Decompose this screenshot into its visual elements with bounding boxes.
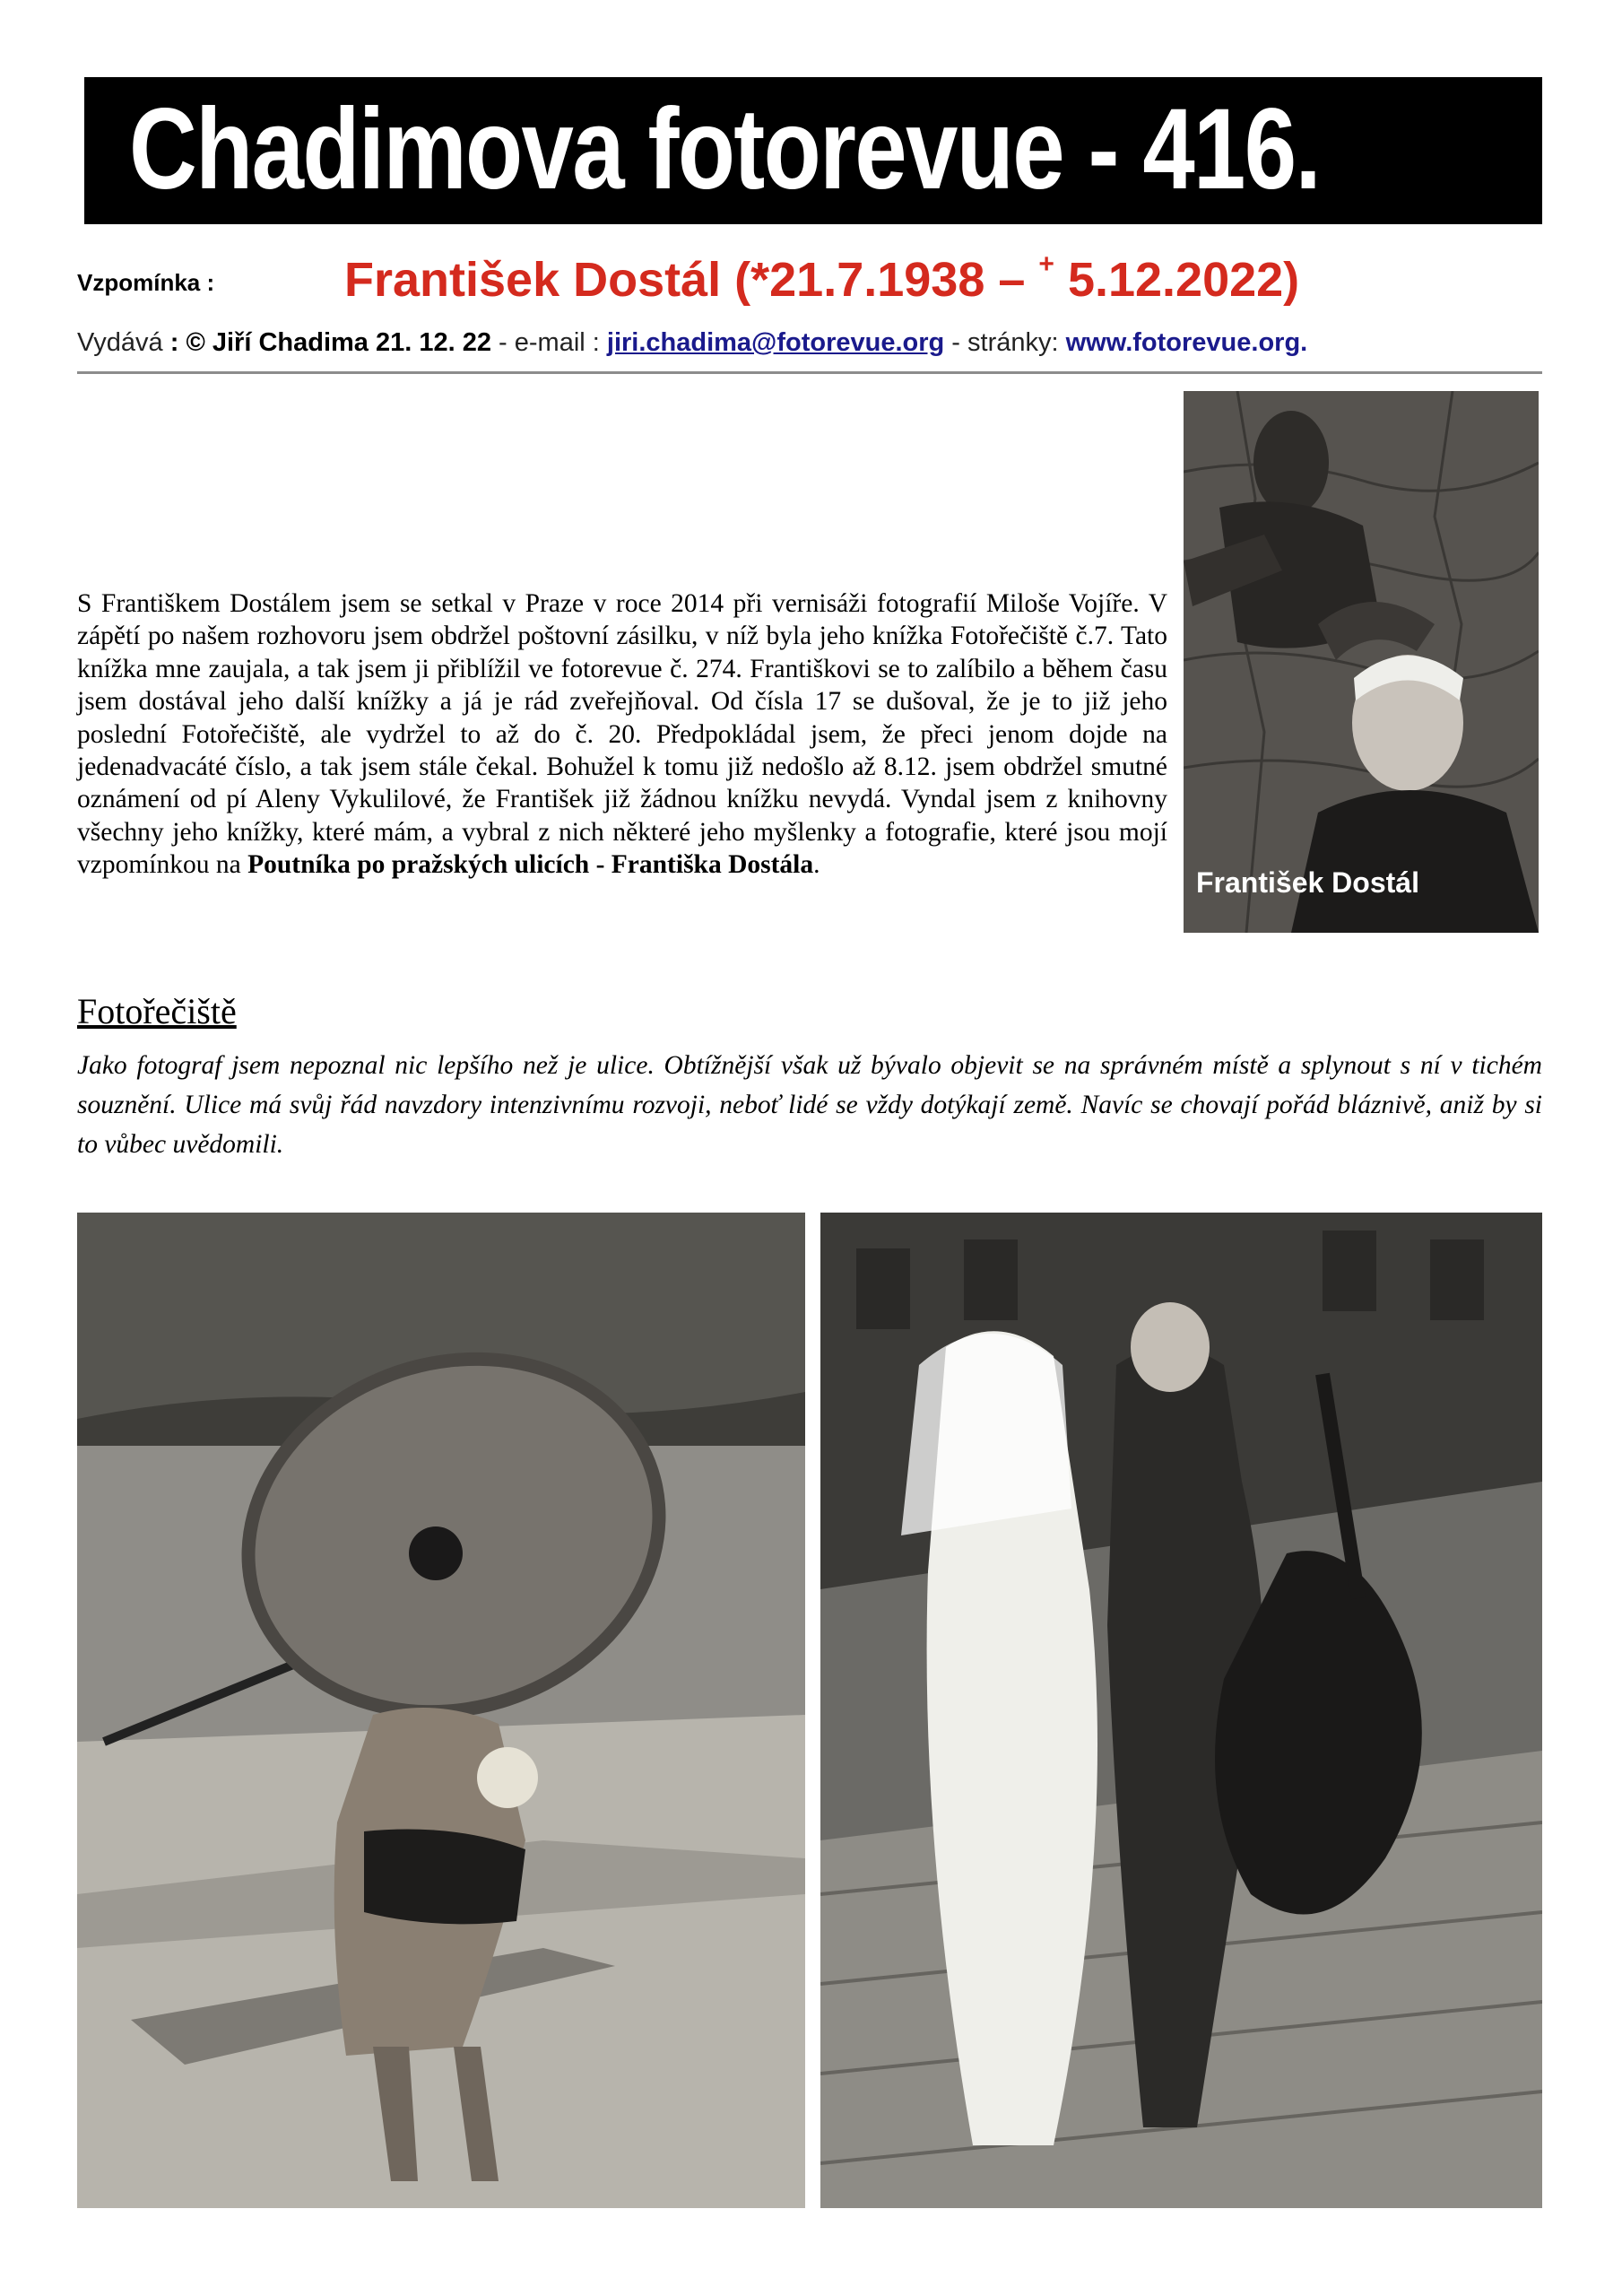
photo-guitar-couple-image: [77, 1213, 805, 2208]
email-link[interactable]: jiri.chadima@fotorevue.org: [606, 328, 945, 357]
photo-guitar-couple: [77, 1213, 805, 2208]
publisher-prefix: Vydává: [77, 328, 163, 357]
header-divider: [77, 371, 1542, 374]
email-label: - e-mail :: [490, 328, 607, 357]
quote-paragraph: Jako fotograf jsem nepoznal nic lepšího než je ulice. Obtížnější však už bývalo objevit se na správném místě a splynout s ní v tichém souznění. Ulice má svůj řád navzdory intenzivnímu rozvoji, neboť lidé se vždy dotýkají země. Navíc se chovají pořád bláznivě, aniž by si to vůbec uvědomili.: [77, 1051, 1542, 1159]
memorial-name-dates: [344, 249, 1299, 308]
intro-text: S Františkem Dostálem jsem se setkal v Praze v roce 2014 při vernisáži fotografií Miloše Vojíře. V zápětí po našem rozhovoru jsem obdržel poštovní zásilku, v níž byla jeho knížka Fotořečiště č.7. Tato knížka mne zaujala, a tak jsem ji přiblížil ve fotorevue č. 274. Františkovi se to zalíbilo a během času jsem dostával jeho další knížky a já je rád zveřejňoval. Od čísla 17 se dušoval, že je to již jeho poslední Fotořečiště, ale vydržel to až do č. 20. Předpokládal jsem, že přeci jenom dojde na jedenadvacáté číslo, a tak jsem stále čekal. Bohužel k tomu již nedošlo až 8.12. jsem obdržel smutné oznámení od pí Aleny Vykulilové, že František již žádnou knížku nevydá. Vyndal jsem z knihovny všechny jeho knížky, které mám, a vybral z nich některé jeho myšlenky a fotografie, které jsou mojí vzpomínkou na: [77, 589, 1167, 880]
publisher-sep: :: [162, 328, 186, 357]
publisher-line: [77, 328, 1307, 358]
website-link[interactable]: www.fotorevue.org.: [1065, 328, 1308, 357]
portrait-photo-image: [1184, 391, 1539, 933]
memory-label: Vzpomínka :: [77, 269, 215, 296]
portrait-caption: František Dostál: [1196, 866, 1419, 899]
death-date: 5.12.2022): [1054, 253, 1300, 307]
page-title: Chadimova fotorevue - 416.: [129, 85, 1321, 213]
intro-paragraph: [77, 587, 1167, 882]
portrait-photo: [1184, 391, 1539, 933]
web-label: - stránky:: [944, 328, 1066, 357]
intro-text-end: .: [813, 850, 820, 880]
intro-bold-text: Poutníka po pražských ulicích - Františka Dostála: [247, 850, 814, 880]
photo-bride-cellist: [820, 1213, 1542, 2208]
name-birth: František Dostál (*21.7.1938 –: [344, 253, 1039, 307]
memorial-line: [77, 249, 1548, 312]
section-heading: Fotořečiště: [77, 991, 237, 1031]
death-plus-sign: +: [1038, 249, 1054, 279]
title-banner: [84, 77, 1542, 224]
publisher-name: © Jiří Chadima 21. 12. 22: [186, 328, 491, 357]
photo-bride-cellist-image: [820, 1213, 1542, 2208]
